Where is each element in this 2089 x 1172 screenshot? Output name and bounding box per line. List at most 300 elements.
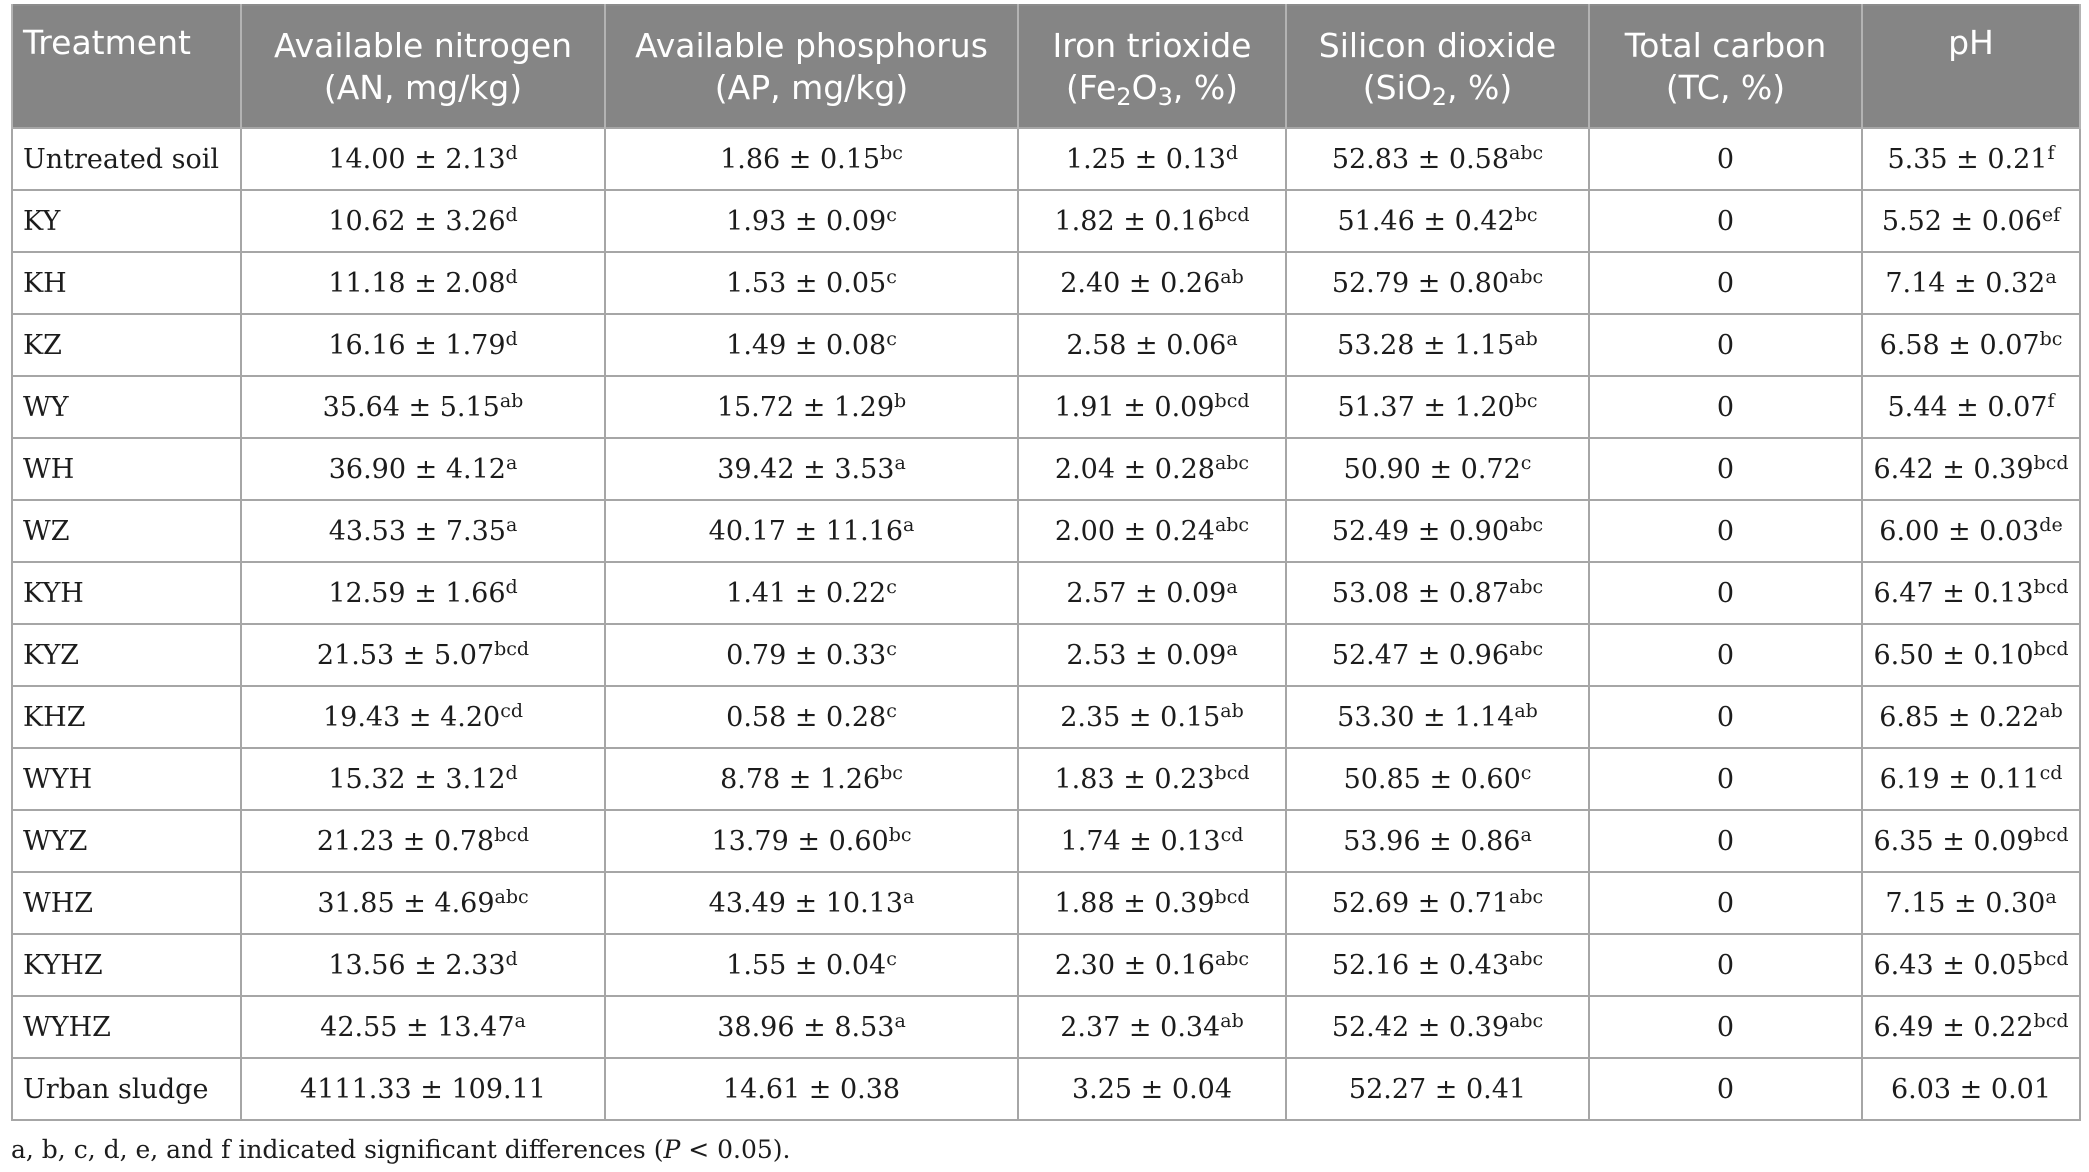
significance-letter: bcd <box>2033 575 2069 598</box>
cell-total-carbon <box>1589 252 1862 314</box>
cell-value: 11.18 ± 2.08 <box>328 267 506 299</box>
cell-value: 7.14 ± 0.32 <box>1885 267 2046 299</box>
cell-total-carbon <box>1589 686 1862 748</box>
cell-value: 0.79 ± 0.33 <box>726 639 887 671</box>
cell-value: 0 <box>1716 267 1735 299</box>
significance-letter: c <box>886 265 897 288</box>
significance-letter: c <box>886 947 897 970</box>
cell-silicon-dioxide <box>1286 934 1589 996</box>
cell-value: 31.85 ± 4.69 <box>317 887 495 919</box>
cell-value: 6.35 ± 0.09 <box>1873 825 2034 857</box>
cell-value: 2.04 ± 0.28 <box>1054 453 1215 485</box>
cell-ph <box>1862 438 2080 500</box>
cell-treatment: KH <box>12 252 241 314</box>
cell-value: 1.25 ± 0.13 <box>1065 143 1226 175</box>
cell-value: 0 <box>1716 825 1735 857</box>
significance-letter: bcd <box>2033 1009 2069 1032</box>
significance-letter: d <box>505 761 518 784</box>
significance-letter: a <box>1520 823 1532 846</box>
cell-value: 0 <box>1716 949 1735 981</box>
significance-letter: a <box>505 451 518 474</box>
cell-value: 52.83 ± 0.58 <box>1331 143 1510 175</box>
cell-value: 53.30 ± 1.14 <box>1337 701 1515 733</box>
cell-value: 51.37 ± 1.20 <box>1337 391 1515 423</box>
cell-available-nitrogen <box>241 190 605 252</box>
significance-letter: b <box>894 389 907 412</box>
cell-value: 5.35 ± 0.21 <box>1887 143 2048 175</box>
cell-value: 6.03 ± 0.01 <box>1890 1073 2052 1105</box>
cell-total-carbon <box>1589 748 1862 810</box>
significance-letter: abc <box>1509 947 1544 970</box>
cell-ph <box>1862 686 2080 748</box>
cell-silicon-dioxide <box>1286 252 1589 314</box>
cell-treatment: KZ <box>12 314 241 376</box>
cell-ph <box>1862 128 2080 190</box>
significance-letter: d <box>505 947 518 970</box>
significance-letter: bcd <box>2033 637 2069 660</box>
cell-value: 3.25 ± 0.04 <box>1071 1073 1233 1105</box>
cell-total-carbon <box>1589 438 1862 500</box>
cell-treatment: WYHZ <box>12 996 241 1058</box>
table-row <box>12 1058 2080 1120</box>
table-row <box>12 314 2080 376</box>
cell-iron-trioxide <box>1018 128 1286 190</box>
cell-value: 15.72 ± 1.29 <box>716 391 895 423</box>
cell-ph <box>1862 810 2080 872</box>
cell-value: 6.49 ± 0.22 <box>1873 1011 2034 1043</box>
significance-letter: bc <box>880 761 903 784</box>
cell-value: 12.59 ± 1.66 <box>328 577 506 609</box>
cell-treatment: KYH <box>12 562 241 624</box>
cell-value: 8.78 ± 1.26 <box>720 763 881 795</box>
cell-treatment: WHZ <box>12 872 241 934</box>
cell-silicon-dioxide <box>1286 1058 1589 1120</box>
cell-treatment: WY <box>12 376 241 438</box>
cell-ph <box>1862 934 2080 996</box>
cell-available-nitrogen <box>241 128 605 190</box>
cell-available-phosphorus <box>605 314 1018 376</box>
cell-value: 52.47 ± 0.96 <box>1331 639 1510 671</box>
cell-value: 0 <box>1716 639 1735 671</box>
table-row <box>12 562 2080 624</box>
cell-available-phosphorus <box>605 748 1018 810</box>
cell-treatment: WYZ <box>12 810 241 872</box>
cell-value: 1.53 ± 0.05 <box>726 267 887 299</box>
cell-total-carbon <box>1589 872 1862 934</box>
cell-iron-trioxide <box>1018 1058 1286 1120</box>
cell-available-nitrogen <box>241 562 605 624</box>
cell-iron-trioxide <box>1018 190 1286 252</box>
cell-value: 2.53 ± 0.09 <box>1066 639 1227 671</box>
cell-total-carbon <box>1589 128 1862 190</box>
significance-letter: bcd <box>494 823 530 846</box>
significance-letter: d <box>505 265 518 288</box>
significance-letter: abc <box>1509 141 1544 164</box>
cell-value: 10.62 ± 3.26 <box>328 205 506 237</box>
cell-total-carbon <box>1589 376 1862 438</box>
significance-letter: d <box>1225 141 1239 164</box>
significance-letter: bcd <box>494 637 530 660</box>
cell-total-carbon <box>1589 1058 1862 1120</box>
cell-total-carbon <box>1589 500 1862 562</box>
cell-total-carbon <box>1589 934 1862 996</box>
cell-available-phosphorus <box>605 934 1018 996</box>
significance-letter: cd <box>500 699 523 722</box>
significance-letter: bcd <box>1214 203 1250 226</box>
significance-letter: a <box>1226 327 1238 350</box>
significance-letter: abc <box>1509 885 1544 908</box>
significance-letter: c <box>1520 761 1532 784</box>
cell-available-nitrogen <box>241 500 605 562</box>
significance-letter: ef <box>2041 203 2061 226</box>
significance-letter: d <box>505 203 518 226</box>
cell-value: 53.96 ± 0.86 <box>1343 825 1521 857</box>
cell-value: 6.85 ± 0.22 <box>1879 701 2040 733</box>
cell-ph <box>1862 190 2080 252</box>
significance-letter: f <box>2047 389 2055 412</box>
cell-value: 2.30 ± 0.16 <box>1054 949 1215 981</box>
cell-value: 21.23 ± 0.78 <box>316 825 495 857</box>
significance-letter: c <box>886 327 897 350</box>
table-row <box>12 934 2080 996</box>
cell-value: 52.69 ± 0.71 <box>1331 887 1510 919</box>
significance-letter: d <box>505 327 518 350</box>
cell-silicon-dioxide <box>1286 810 1589 872</box>
cell-value: 16.16 ± 1.79 <box>328 329 506 361</box>
cell-total-carbon <box>1589 314 1862 376</box>
significance-letter: c <box>1520 451 1532 474</box>
cell-treatment: KY <box>12 190 241 252</box>
cell-value: 42.55 ± 13.47 <box>320 1011 515 1043</box>
header-ph: pH <box>1862 5 2080 128</box>
cell-value: 35.64 ± 5.15 <box>322 391 500 423</box>
cell-iron-trioxide <box>1018 810 1286 872</box>
cell-silicon-dioxide <box>1286 562 1589 624</box>
cell-value: 39.42 ± 3.53 <box>717 453 895 485</box>
cell-value: 6.19 ± 0.11 <box>1879 763 2040 795</box>
cell-value: 0 <box>1716 1073 1735 1105</box>
significance-letter: ab <box>1220 1009 1244 1032</box>
cell-silicon-dioxide <box>1286 314 1589 376</box>
header-available-phosphorus: Available phosphorus (AP, mg/kg) <box>605 5 1018 128</box>
cell-value: 2.00 ± 0.24 <box>1054 515 1215 547</box>
significance-letter: abc <box>1509 575 1544 598</box>
cell-value: 6.43 ± 0.05 <box>1873 949 2034 981</box>
cell-iron-trioxide <box>1018 748 1286 810</box>
cell-value: 13.79 ± 0.60 <box>711 825 889 857</box>
cell-value: 1.55 ± 0.04 <box>726 949 887 981</box>
cell-iron-trioxide <box>1018 314 1286 376</box>
significance-letter: a <box>903 885 915 908</box>
cell-value: 2.40 ± 0.26 <box>1060 267 1221 299</box>
cell-treatment: Untreated soil <box>12 128 241 190</box>
cell-silicon-dioxide <box>1286 872 1589 934</box>
significance-letter: ab <box>1514 327 1538 350</box>
cell-iron-trioxide <box>1018 562 1286 624</box>
significance-letter: bc <box>1514 203 1538 226</box>
table-row <box>12 624 2080 686</box>
significance-letter: a <box>894 451 906 474</box>
cell-treatment: KYHZ <box>12 934 241 996</box>
significance-letter: bc <box>880 141 903 164</box>
cell-silicon-dioxide <box>1286 128 1589 190</box>
significance-letter: a <box>1226 637 1238 660</box>
cell-value: 51.46 ± 0.42 <box>1337 205 1515 237</box>
cell-value: 52.42 ± 0.39 <box>1331 1011 1510 1043</box>
significance-letter: bcd <box>2033 947 2069 970</box>
cell-value: 36.90 ± 4.12 <box>328 453 506 485</box>
cell-value: 6.50 ± 0.10 <box>1873 639 2034 671</box>
cell-ph <box>1862 252 2080 314</box>
significance-letter: c <box>886 203 897 226</box>
cell-value: 6.00 ± 0.03 <box>1879 515 2040 547</box>
significance-letter: cd <box>2039 761 2063 784</box>
cell-silicon-dioxide <box>1286 748 1589 810</box>
cell-iron-trioxide <box>1018 624 1286 686</box>
table-row <box>12 252 2080 314</box>
cell-value: 1.88 ± 0.39 <box>1054 887 1215 919</box>
significance-letter: abc <box>1214 451 1250 474</box>
cell-value: 21.53 ± 5.07 <box>316 639 495 671</box>
significance-letter: a <box>505 513 518 536</box>
cell-silicon-dioxide <box>1286 686 1589 748</box>
cell-available-phosphorus <box>605 500 1018 562</box>
cell-value: 38.96 ± 8.53 <box>717 1011 895 1043</box>
significance-letter: ab <box>1220 699 1244 722</box>
table-row <box>12 190 2080 252</box>
cell-value: 6.47 ± 0.13 <box>1873 577 2034 609</box>
cell-ph <box>1862 1058 2080 1120</box>
cell-available-phosphorus <box>605 562 1018 624</box>
cell-available-nitrogen <box>241 748 605 810</box>
cell-value: 53.08 ± 0.87 <box>1331 577 1510 609</box>
cell-iron-trioxide <box>1018 438 1286 500</box>
document <box>11 4 2079 1164</box>
cell-value: 0 <box>1716 701 1735 733</box>
significance-letter: abc <box>1214 513 1250 536</box>
cell-value: 53.28 ± 1.15 <box>1337 329 1515 361</box>
cell-iron-trioxide <box>1018 500 1286 562</box>
significance-letter: cd <box>1220 823 1244 846</box>
significance-letter: ab <box>1514 699 1538 722</box>
cell-value: 0.58 ± 0.28 <box>726 701 887 733</box>
cell-available-nitrogen <box>241 314 605 376</box>
cell-treatment: WH <box>12 438 241 500</box>
cell-available-phosphorus <box>605 252 1018 314</box>
cell-ph <box>1862 748 2080 810</box>
cell-available-nitrogen <box>241 624 605 686</box>
cell-value: 5.44 ± 0.07 <box>1887 391 2048 423</box>
cell-total-carbon <box>1589 810 1862 872</box>
cell-available-nitrogen <box>241 996 605 1058</box>
cell-value: 1.91 ± 0.09 <box>1054 391 1215 423</box>
significance-letter: bcd <box>1214 389 1250 412</box>
cell-value: 2.58 ± 0.06 <box>1066 329 1227 361</box>
significance-letter: a <box>2045 885 2057 908</box>
table-row <box>12 376 2080 438</box>
table-row <box>12 748 2080 810</box>
cell-silicon-dioxide <box>1286 500 1589 562</box>
cell-total-carbon <box>1589 624 1862 686</box>
header-iron-trioxide: Iron trioxide ($Fe_2O_3$, %) <box>1018 5 1286 128</box>
cell-value: 43.49 ± 10.13 <box>708 887 904 919</box>
significance-letter: bc <box>888 823 912 846</box>
cell-value: 6.42 ± 0.39 <box>1873 453 2034 485</box>
cell-available-phosphorus <box>605 872 1018 934</box>
table-row <box>12 500 2080 562</box>
header-available-nitrogen: Available nitrogen (AN, mg/kg) <box>241 5 605 128</box>
cell-value: 14.61 ± 0.38 <box>722 1073 901 1105</box>
cell-available-phosphorus <box>605 686 1018 748</box>
cell-available-phosphorus <box>605 996 1018 1058</box>
cell-value: 0 <box>1716 205 1735 237</box>
cell-total-carbon <box>1589 190 1862 252</box>
significance-letter: d <box>505 575 518 598</box>
significance-letter: bcd <box>1214 885 1250 908</box>
cell-value: 0 <box>1716 887 1735 919</box>
cell-value: 0 <box>1716 453 1735 485</box>
cell-treatment: Urban sludge <box>12 1058 241 1120</box>
table-row <box>12 128 2080 190</box>
significance-letter: abc <box>1509 637 1544 660</box>
cell-available-phosphorus <box>605 624 1018 686</box>
header-total-carbon: Total carbon (TC, %) <box>1589 5 1862 128</box>
cell-value: 1.86 ± 0.15 <box>720 143 881 175</box>
cell-available-nitrogen <box>241 810 605 872</box>
cell-value: 52.49 ± 0.90 <box>1331 515 1510 547</box>
header-treatment: Treatment <box>12 5 241 128</box>
cell-value: 13.56 ± 2.33 <box>328 949 506 981</box>
significance-letter: ab <box>2039 699 2063 722</box>
cell-iron-trioxide <box>1018 934 1286 996</box>
cell-value: 0 <box>1716 329 1735 361</box>
cell-available-nitrogen <box>241 252 605 314</box>
cell-value: 50.90 ± 0.72 <box>1343 453 1521 485</box>
significance-letter: abc <box>1509 513 1544 536</box>
cell-ph <box>1862 562 2080 624</box>
cell-iron-trioxide <box>1018 376 1286 438</box>
cell-available-phosphorus <box>605 376 1018 438</box>
table-row <box>12 996 2080 1058</box>
table-row <box>12 438 2080 500</box>
cell-iron-trioxide <box>1018 872 1286 934</box>
significance-letter: bc <box>1514 389 1538 412</box>
cell-value: 2.57 ± 0.09 <box>1066 577 1227 609</box>
cell-value: 1.83 ± 0.23 <box>1054 763 1215 795</box>
cell-treatment: WYH <box>12 748 241 810</box>
cell-value: 5.52 ± 0.06 <box>1881 205 2042 237</box>
cell-available-nitrogen <box>241 934 605 996</box>
cell-value: 2.35 ± 0.15 <box>1060 701 1221 733</box>
significance-letter: abc <box>494 885 529 908</box>
cell-iron-trioxide <box>1018 996 1286 1058</box>
cell-value: 0 <box>1716 577 1735 609</box>
cell-value: 0 <box>1716 515 1735 547</box>
cell-value: 1.82 ± 0.16 <box>1054 205 1215 237</box>
cell-value: 15.32 ± 3.12 <box>328 763 506 795</box>
cell-value: 7.15 ± 0.30 <box>1885 887 2046 919</box>
significance-letter: abc <box>1509 1009 1544 1032</box>
cell-value: 6.58 ± 0.07 <box>1879 329 2040 361</box>
cell-available-nitrogen <box>241 872 605 934</box>
significance-letter: abc <box>1214 947 1250 970</box>
cell-total-carbon <box>1589 562 1862 624</box>
significance-letter: f <box>2047 141 2055 164</box>
cell-value: 1.41 ± 0.22 <box>726 577 887 609</box>
cell-available-phosphorus <box>605 128 1018 190</box>
cell-value: 52.79 ± 0.80 <box>1331 267 1510 299</box>
significance-letter: bcd <box>2033 823 2069 846</box>
cell-available-nitrogen <box>241 376 605 438</box>
significance-letter: bcd <box>1214 761 1250 784</box>
table-row <box>12 686 2080 748</box>
cell-silicon-dioxide <box>1286 376 1589 438</box>
cell-available-nitrogen <box>241 1058 605 1120</box>
cell-available-phosphorus <box>605 190 1018 252</box>
cell-value: 1.93 ± 0.09 <box>726 205 887 237</box>
cell-iron-trioxide <box>1018 686 1286 748</box>
table-row <box>12 872 2080 934</box>
data-table <box>11 4 2081 1121</box>
cell-value: 19.43 ± 4.20 <box>322 701 501 733</box>
significance-letter: bc <box>2039 327 2063 350</box>
cell-value: 43.53 ± 7.35 <box>328 515 506 547</box>
cell-silicon-dioxide <box>1286 438 1589 500</box>
cell-value: 52.16 ± 0.43 <box>1331 949 1510 981</box>
header-silicon-dioxide: Silicon dioxide (SiO$_2$, %) <box>1286 5 1589 128</box>
significance-letter: a <box>1226 575 1238 598</box>
cell-ph <box>1862 376 2080 438</box>
cell-value: 2.37 ± 0.34 <box>1060 1011 1221 1043</box>
cell-available-phosphorus <box>605 810 1018 872</box>
table-body <box>12 128 2080 1120</box>
table-row <box>12 810 2080 872</box>
cell-value: 0 <box>1716 143 1735 175</box>
significance-letter: de <box>2039 513 2063 536</box>
cell-silicon-dioxide <box>1286 624 1589 686</box>
cell-ph <box>1862 624 2080 686</box>
significance-letter: a <box>514 1009 526 1032</box>
cell-value: 14.00 ± 2.13 <box>328 143 506 175</box>
cell-silicon-dioxide <box>1286 996 1589 1058</box>
cell-value: 50.85 ± 0.60 <box>1343 763 1521 795</box>
cell-ph <box>1862 314 2080 376</box>
cell-value: 1.74 ± 0.13 <box>1060 825 1221 857</box>
cell-total-carbon <box>1589 996 1862 1058</box>
cell-treatment: WZ <box>12 500 241 562</box>
significance-letter: ab <box>499 389 524 412</box>
cell-available-nitrogen <box>241 686 605 748</box>
cell-value: 1.49 ± 0.08 <box>726 329 887 361</box>
cell-ph <box>1862 996 2080 1058</box>
cell-available-phosphorus <box>605 438 1018 500</box>
cell-value: 4111.33 ± 109.11 <box>300 1073 546 1105</box>
significance-letter: a <box>894 1009 906 1032</box>
significance-letter: a <box>903 513 915 536</box>
significance-letter: c <box>886 637 897 660</box>
cell-value: 0 <box>1716 1011 1735 1043</box>
cell-available-nitrogen <box>241 438 605 500</box>
cell-treatment: KYZ <box>12 624 241 686</box>
cell-ph <box>1862 872 2080 934</box>
cell-value: 52.27 ± 0.41 <box>1348 1073 1527 1105</box>
significance-letter: c <box>886 575 897 598</box>
cell-value: 40.17 ± 11.16 <box>708 515 904 547</box>
significance-letter: d <box>505 141 518 164</box>
cell-treatment: KHZ <box>12 686 241 748</box>
cell-value: 0 <box>1716 763 1735 795</box>
significance-letter: bcd <box>2033 451 2069 474</box>
